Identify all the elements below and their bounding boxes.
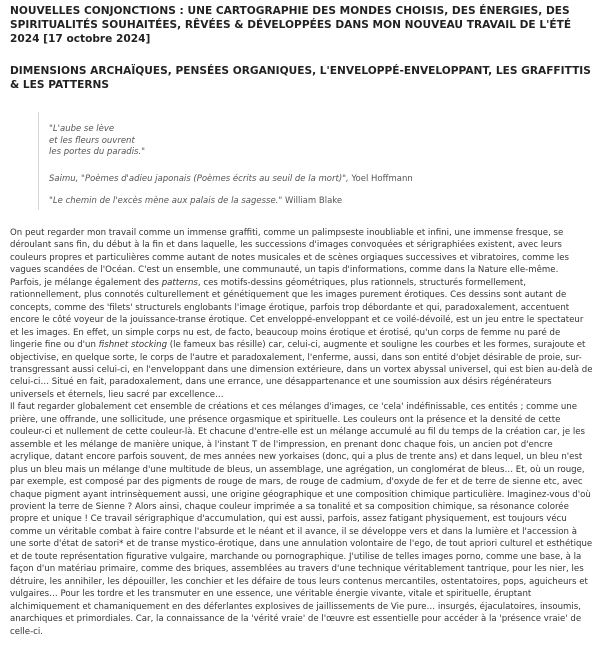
article-title: NOUVELLES CONJONCTIONS : UNE CARTOGRAPHIE DES MONDES CHOISIS, DES ÉNERGIES, DES SPIRITUALITÉS SOUHAITÉES, RÊVÉES & DÉVELOPPÉES DANS MON NOUVEAU TRAVAIL DE L'ÉTÉ 2024 [17 octobre 2024]	[10, 5, 572, 45]
paragraph-text: (le fameux bas résille) car, celui-ci, augmente et souligne les courbes et les formes, surajoute et objectivise, en quelque sorte, le corps de l'autre et paradoxalement, l'enferme, aussi, dans son entité d'objet désirable de proie, sur-transgressant aussi celui-ci, en l'enveloppant dans une dimension extérieure, dans un vortex abyssal universel, qui est bien au-delà de celui-ci… Situé en fait, paradoxalement, dans une errance, une désappartenance et une soumission aux désirs régénérateurs universels et éternels, lieu sacré par excellence…	[10, 340, 593, 400]
citation-source: Saimu, "Poèmes d'adieu japonais (Poèmes écrits au seuil de la mort)",	[49, 174, 349, 184]
article-subtitle: DIMENSIONS ARCHAÏQUES, PENSÉES ORGANIQUES, L'ENVELOPPÉ-ENVELOPPANT, LES GRAFFITTIS & LES PATTERNS	[10, 65, 591, 91]
quote-text: "Le chemin de l'excès mène aux palais de la sagesse."	[49, 196, 283, 206]
paragraph-3: Il faut regarder globalement cet ensemble de créations et ces mélanges d'images, ce 'cela' indéfinissable, ces entités ; comme une prière, une offrande, une sollicitude, une présence orgasmique et spirituelle. Les couleurs ont la présence et la densité de cette couleur-ci et nullement de cette couleur-là. Et chacune d'entre-elle est un mélange accumulé au fil du temps de la création car, je les assemble et les mélange de manière unique, à l'instant T de l'impression, en prenant donc chaque fois, un ancien pot d'encre acrylique, datant encore parfois souvent, de mes années new yorkaises (donc, qui a plus de trente ans) et dans lequel, un bleu n'est plus un bleu mais un mélange d'une multitude de bleus, un assemblage, une agrégation, un conglomérat de bleus… Et, où un rouge, par exemple, est composé par des pigments de rouge de mars, de rouge de cadmium, d'oxyde de fer et de terre de sienne etc, avec chaque pigment ayant intrinsèquement aussi, une origine géographique et une composition chimique particulière. Imaginez-vous d'où provient la terre de Sienne ? Alors ainsi, chaque couleur imprimée a sa tonalité et sa composition chimique, sa résonance colorée propre et unique ! Ce travail sérigraphique d'accumulation, qui est aussi, parfois, assez fatigant physiquement, est toujours vécu comme un véritable combat à faire contre l'absurde et le néant et il avance, il se développe vers et dans la lumière et l'accession à une sorte d'état de satori* et de transe mystico-érotique, dans une annulation volontaire de l'ego, de tout apriori culturel et esthétique et de toute représentation figurative vulgaire, marchande ou pornographique. J'utilise de telles images porno, comme une base, à la façon d'un matériau primaire, comme des briques, assemblées au travers d'une technique véritablement tantrique, pour les nier, les détruire, les annihiler, les dépouiller, les conchier et les défaire de tous leurs contenus mercantiles, ostentatoires, pops, aguicheurs et vulgaires… Pour les tordre et les transmuter en une essence, une véritable énergie vivante, vitale et spirituelle, éruptant alchimiquement et chamaniquement en des déferlantes explosives de jaillissements de Vie pure… insurgés, éjaculatoires, insoumis, anarchiques et primordiales. Car, la connaissance de la 'vérité vraie' de l'œuvre est essentielle pour accéder à la 'présence vraie' de celle-ci.	[10, 402, 593, 637]
emphasis-fishnet: fishnet stocking	[98, 340, 168, 351]
quote-author: William Blake	[285, 196, 343, 206]
poem-line: les portes du paradis."	[49, 147, 146, 157]
epigraph-blockquote	[38, 112, 579, 210]
haiku-poem	[49, 124, 145, 159]
citation-author: Yoel Hoffmann	[351, 174, 413, 184]
paragraph-text: , ces motifs-dessins géométriques, plus rationnels, structurés formellement, rationnellement, plus connotés culturellement et génétiquement que les images purement érotiques. Ces dessins sont autant de concepts, comme des 'filets' structurels englobants l'image érotique, parfois trop débordante et qui, paradoxalement, accentuent encore le côté voyeur de la jouissance-transe érotique. Cet enveloppé-enveloppant et ce voilé-dévoilé, est un jeu entre le spectateur et les images. En effet, un simple corps nu est, de facto, beaucoup moins érotique et érotisé, qu'un corps de femme nu paré de lingerie fine ou d'un	[10, 277, 584, 351]
paragraph-text: Parfois, je mélange également des	[10, 277, 162, 288]
blake-quote	[49, 196, 342, 208]
poem-line: et les fleurs ouvrent	[49, 135, 135, 146]
article-body	[10, 227, 594, 638]
paragraph-1: On peut regarder mon travail comme un immense graffiti, comme un palimpseste inoubliable et infini, une immense fresque, se déroulant sans fin, du début à la fin et dans laquelle, les successions d'images convoquées et sérigraphiées existent, avec leurs couleurs propres et particulières comme autant de notes musicales et de scènes orgiaques successives et vibratoires, comme les vagues scandées de l'Océan. C'est un ensemble, une communauté, un tapis d'informations, comme dans la Nature elle-même.	[10, 228, 569, 276]
paragraph-2	[10, 277, 594, 402]
poem-citation	[49, 174, 413, 186]
poem-line: "L'aube se lève	[49, 124, 115, 134]
emphasis-patterns: patterns	[161, 277, 198, 288]
